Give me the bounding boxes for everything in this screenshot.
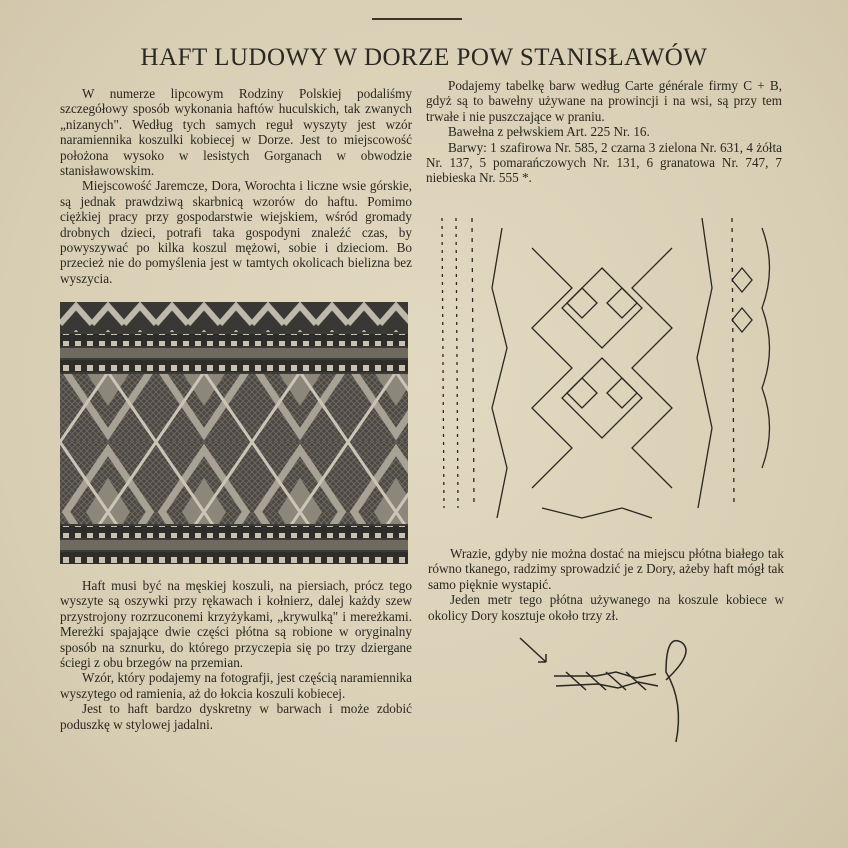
paragraph: Jeden metr tego płótna używanego na koszule kobiece w okolicy Dory kosztuje około trzy zł. [428,592,784,623]
top-rule [372,18,462,20]
embroidery-photograph [60,302,408,564]
left-column-top [60,86,412,286]
paragraph: Miejscowość Jaremcze, Dora, Worochta i liczne wsie górskie, są jednak prawdziwą skarbnicą wzorów do haftu. Pomimo ciężkiej pracy przy gospodarstwie wiejskiem, wśród gromady drobnych dzieci, potrafi taka gospodyni znaleźć czas, by powyszywać po kilka koszul mężowi, sobie i dzieciom. Bo przecież nie do pomyślenia jest w tamtych okolicach bielizna bez wyszycia. [60,178,412,286]
paragraph: Wrazie, gdyby nie można dostać na miejscu płótna białego tak równo tkanego, radzimy sprowadzić je z Dory, ażeby haft mógł tak samo pięknie wystapić. [428,546,784,592]
paragraph: Barwy: 1 szafirowa Nr. 585, 2 czarna 3 zielona Nr. 631, 4 żółta Nr. 137, 5 pomarańczowych Nr. 131, 6 granatowa Nr. 747, 7 niebieska Nr. 555 *. [426,139,782,186]
right-column-bottom [428,546,784,623]
stitch-diagram [516,632,706,752]
left-column-bottom [60,578,412,732]
embroidery-pattern-drawing [432,208,782,538]
paragraph: Jest to haft bardzo dyskretny w barwach i może zdobić poduszkę w stylowej jadalni. [60,701,412,732]
paragraph: Podajemy tabelkę barw według Carte générale firmy C + B, gdyż są to bawełny używane na prowincji i na wsi, są przy tem trwałe i nie puszczające w praniu. [426,78,782,124]
paragraph: Bawełna z pełwskiem Art. 225 Nr. 16. [448,124,650,140]
paragraph: Wzór, który podajemy na fotografji, jest częścią naramiennika wyszytego od ramienia, aż do łokcia koszuli kobiecej. [60,670,412,701]
paragraph: W numerze lipcowym Rodziny Polskiej podaliśmy szczegółowy sposób wykonania haftów huculskich, tak zwanych „nizanych". Według tych samych reguł wyszyty jest wzór naramiennika koszulki kobiecej w Dorze. Jest to miejscowość położona wysoko w lesistych Gorganach w obwodzie stanisławowskim. [60,86,412,179]
paragraph: Haft musi być na męskiej koszuli, na piersiach, prócz tego wyszyte są oszywki przy rękawach i kołnierz, dalej każdy szew przystrojony rozrzuconemi krzyżykami, „krywulką" i mereżkami. Mereżki spajające dwie części płótna są robione w oryginalny sposób na sznurku, do którego przyczepia się po trzy dziergane ściegi z obu brzegów na przemian. [60,578,412,671]
right-column-top [426,78,782,186]
article-title: HAFT LUDOWY W DORZE POW STANISŁAWÓW [140,44,708,71]
